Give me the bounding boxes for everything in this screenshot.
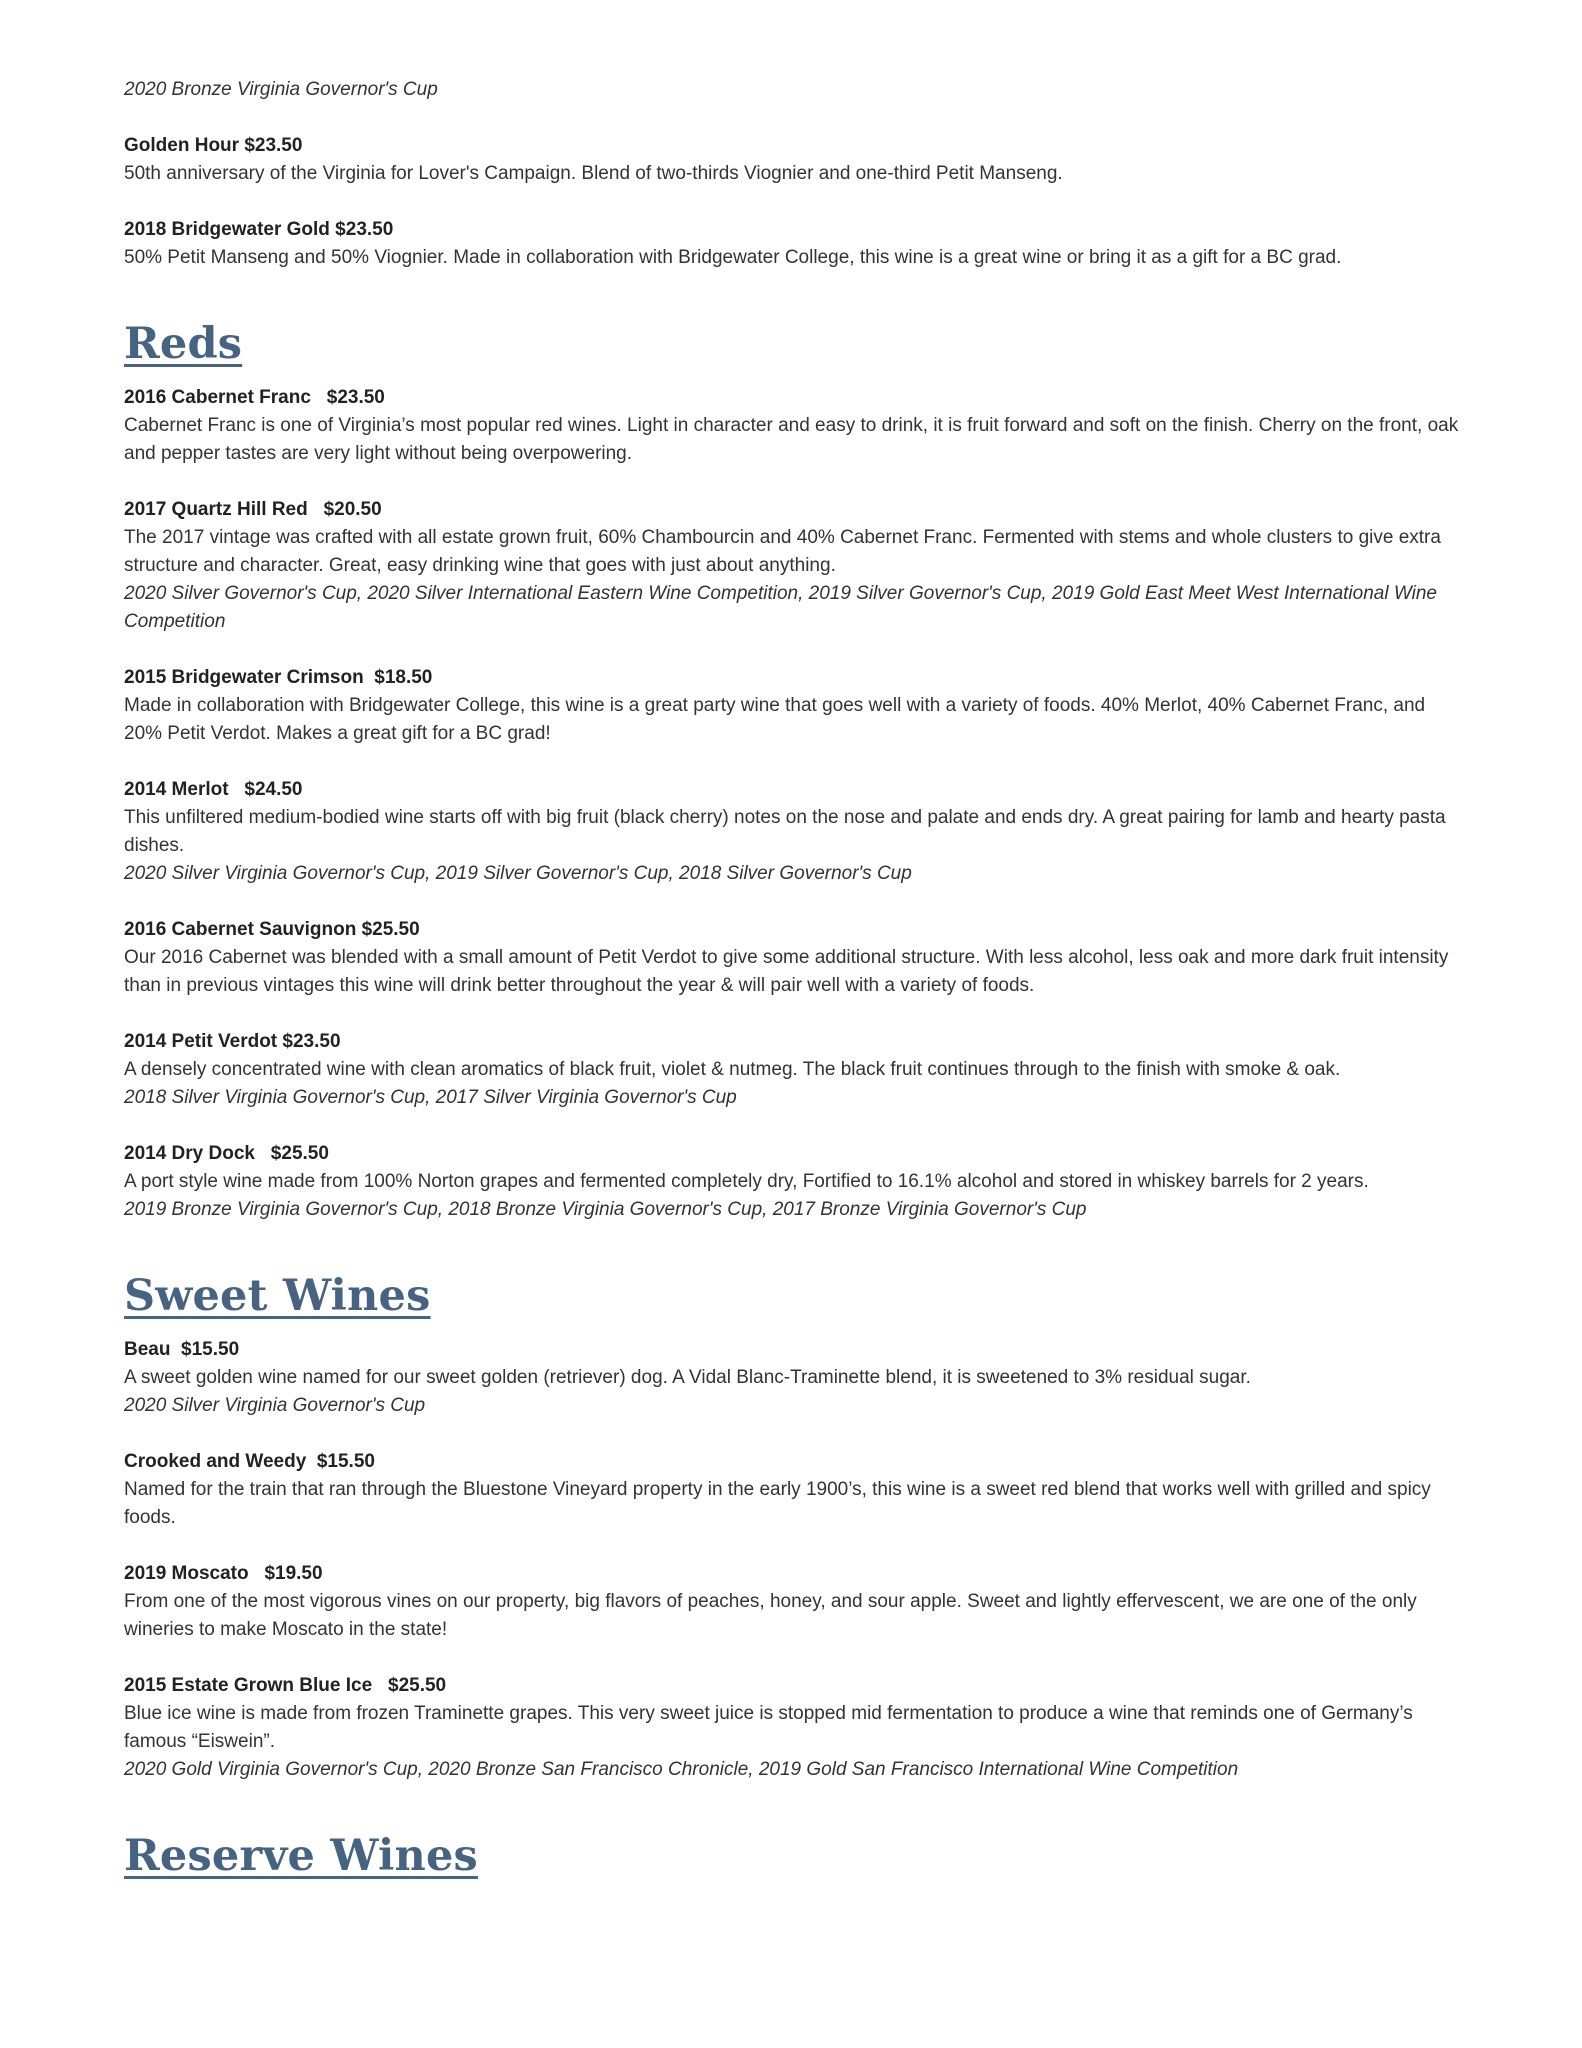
section-heading-sweet-wines: Sweet Wines <box>124 1271 431 1321</box>
wine-title: Golden Hour $23.50 <box>124 135 303 156</box>
wine-title: 2016 Cabernet Franc $23.50 <box>124 387 385 408</box>
wine-awards: 2020 Silver Governor's Cup, 2020 Silver International Eastern Wine Competition, 2019 Silver Governor's Cup, 2019 Gold East Meet West International Wine Competition <box>124 583 1437 632</box>
wine-description: 50% Petit Manseng and 50% Viognier. Made in collaboration with Bridgewater College, this wine is a great wine or bring it as a gift for a BC grad. <box>124 247 1342 268</box>
wine-description: A sweet golden wine named for our sweet golden (retriever) dog. A Vidal Blanc-Traminette blend, it is sweetened to 3% residual sugar. <box>124 1367 1251 1388</box>
wine-awards: 2020 Gold Virginia Governor's Cup, 2020 Bronze San Francisco Chronicle, 2019 Gold San Francisco International Wine Competition <box>124 1759 1239 1780</box>
wine-awards: 2018 Silver Virginia Governor's Cup, 2017 Silver Virginia Governor's Cup <box>124 1087 737 1108</box>
wine-entry-moscato <box>124 1560 1464 1644</box>
wine-description: Made in collaboration with Bridgewater College, this wine is a great party wine that goes well with a variety of foods. 40% Merlot, 40% Cabernet Franc, and 20% Petit Verdot. Makes a great gift for a BC grad! <box>124 695 1426 744</box>
wine-description: Cabernet Franc is one of Virginia’s most popular red wines. Light in character and easy to drink, it is fruit forward and soft on the finish. Cherry on the front, oak and pepper tastes are very light without being overpowering. <box>124 415 1459 464</box>
intro-award: 2020 Bronze Virginia Governor's Cup <box>124 79 438 100</box>
wine-title: 2017 Quartz Hill Red $20.50 <box>124 499 382 520</box>
wine-entry-quartz-hill-red <box>124 496 1464 636</box>
wine-list-page <box>124 76 1464 1896</box>
section-heading-reds: Reds <box>124 319 243 369</box>
wine-description: The 2017 vintage was crafted with all estate grown fruit, 60% Chambourcin and 40% Cabernet Franc. Fermented with stems and whole clusters to give extra structure and character. Great, easy drinking wine that goes with just about anything. <box>124 527 1441 576</box>
wine-title: Beau $15.50 <box>124 1339 240 1360</box>
wine-awards: 2019 Bronze Virginia Governor's Cup, 2018 Bronze Virginia Governor's Cup, 2017 Bronze Virginia Governor's Cup <box>124 1199 1087 1220</box>
wine-title: 2016 Cabernet Sauvignon $25.50 <box>124 919 420 940</box>
wine-description: A port style wine made from 100% Norton grapes and fermented completely dry, Fortified to 16.1% alcohol and stored in whiskey barrels for 2 years. <box>124 1171 1369 1192</box>
wine-description: Blue ice wine is made from frozen Traminette grapes. This very sweet juice is stopped mid fermentation to produce a wine that reminds one of Germany’s famous “Eiswein”. <box>124 1703 1413 1752</box>
wine-awards: 2020 Silver Virginia Governor's Cup <box>124 1395 426 1416</box>
wine-entry-blue-ice <box>124 1672 1464 1784</box>
wine-entry-golden-hour <box>124 132 1464 188</box>
wine-title: 2018 Bridgewater Gold $23.50 <box>124 219 394 240</box>
wine-description: This unfiltered medium-bodied wine starts off with big fruit (black cherry) notes on the nose and palate and ends dry. A great pairing for lamb and hearty pasta dishes. <box>124 807 1446 856</box>
wine-description: A densely concentrated wine with clean aromatics of black fruit, violet & nutmeg. The black fruit continues through to the finish with smoke & oak. <box>124 1059 1341 1080</box>
wine-entry-dry-dock <box>124 1140 1464 1224</box>
wine-description: From one of the most vigorous vines on our property, big flavors of peaches, honey, and sour apple. Sweet and lightly effervescent, we are one of the only wineries to make Moscato in the state! <box>124 1591 1417 1640</box>
wine-description: Named for the train that ran through the Bluestone Vineyard property in the early 1900’s, this wine is a sweet red blend that works well with grilled and spicy foods. <box>124 1479 1431 1528</box>
wine-title: 2015 Estate Grown Blue Ice $25.50 <box>124 1675 447 1696</box>
wine-title: Crooked and Weedy $15.50 <box>124 1451 375 1472</box>
wine-entry-cabernet-franc <box>124 384 1464 468</box>
wine-title: 2019 Moscato $19.50 <box>124 1563 323 1584</box>
wine-awards: 2020 Silver Virginia Governor's Cup, 2019 Silver Governor's Cup, 2018 Silver Governor's Cup <box>124 863 912 884</box>
section-heading-reserve-wines: Reserve Wines <box>124 1831 478 1881</box>
wine-entry-crooked-and-weedy <box>124 1448 1464 1532</box>
wine-entry-petit-verdot <box>124 1028 1464 1112</box>
wine-title: 2014 Merlot $24.50 <box>124 779 303 800</box>
wine-title: 2015 Bridgewater Crimson $18.50 <box>124 667 433 688</box>
wine-entry-merlot <box>124 776 1464 888</box>
wine-description: Our 2016 Cabernet was blended with a small amount of Petit Verdot to give some additional structure. With less alcohol, less oak and more dark fruit intensity than in previous vintages this wine will drink better throughout the year & will pair well with a variety of foods. <box>124 947 1449 996</box>
wine-description: 50th anniversary of the Virginia for Lover's Campaign. Blend of two-thirds Viognier and one-third Petit Manseng. <box>124 163 1063 184</box>
wine-entry-bridgewater-crimson <box>124 664 1464 748</box>
wine-entry-beau <box>124 1336 1464 1420</box>
wine-title: 2014 Petit Verdot $23.50 <box>124 1031 341 1052</box>
wine-entry-cabernet-sauvignon <box>124 916 1464 1000</box>
wine-title: 2014 Dry Dock $25.50 <box>124 1143 329 1164</box>
wine-entry-bridgewater-gold <box>124 216 1464 272</box>
